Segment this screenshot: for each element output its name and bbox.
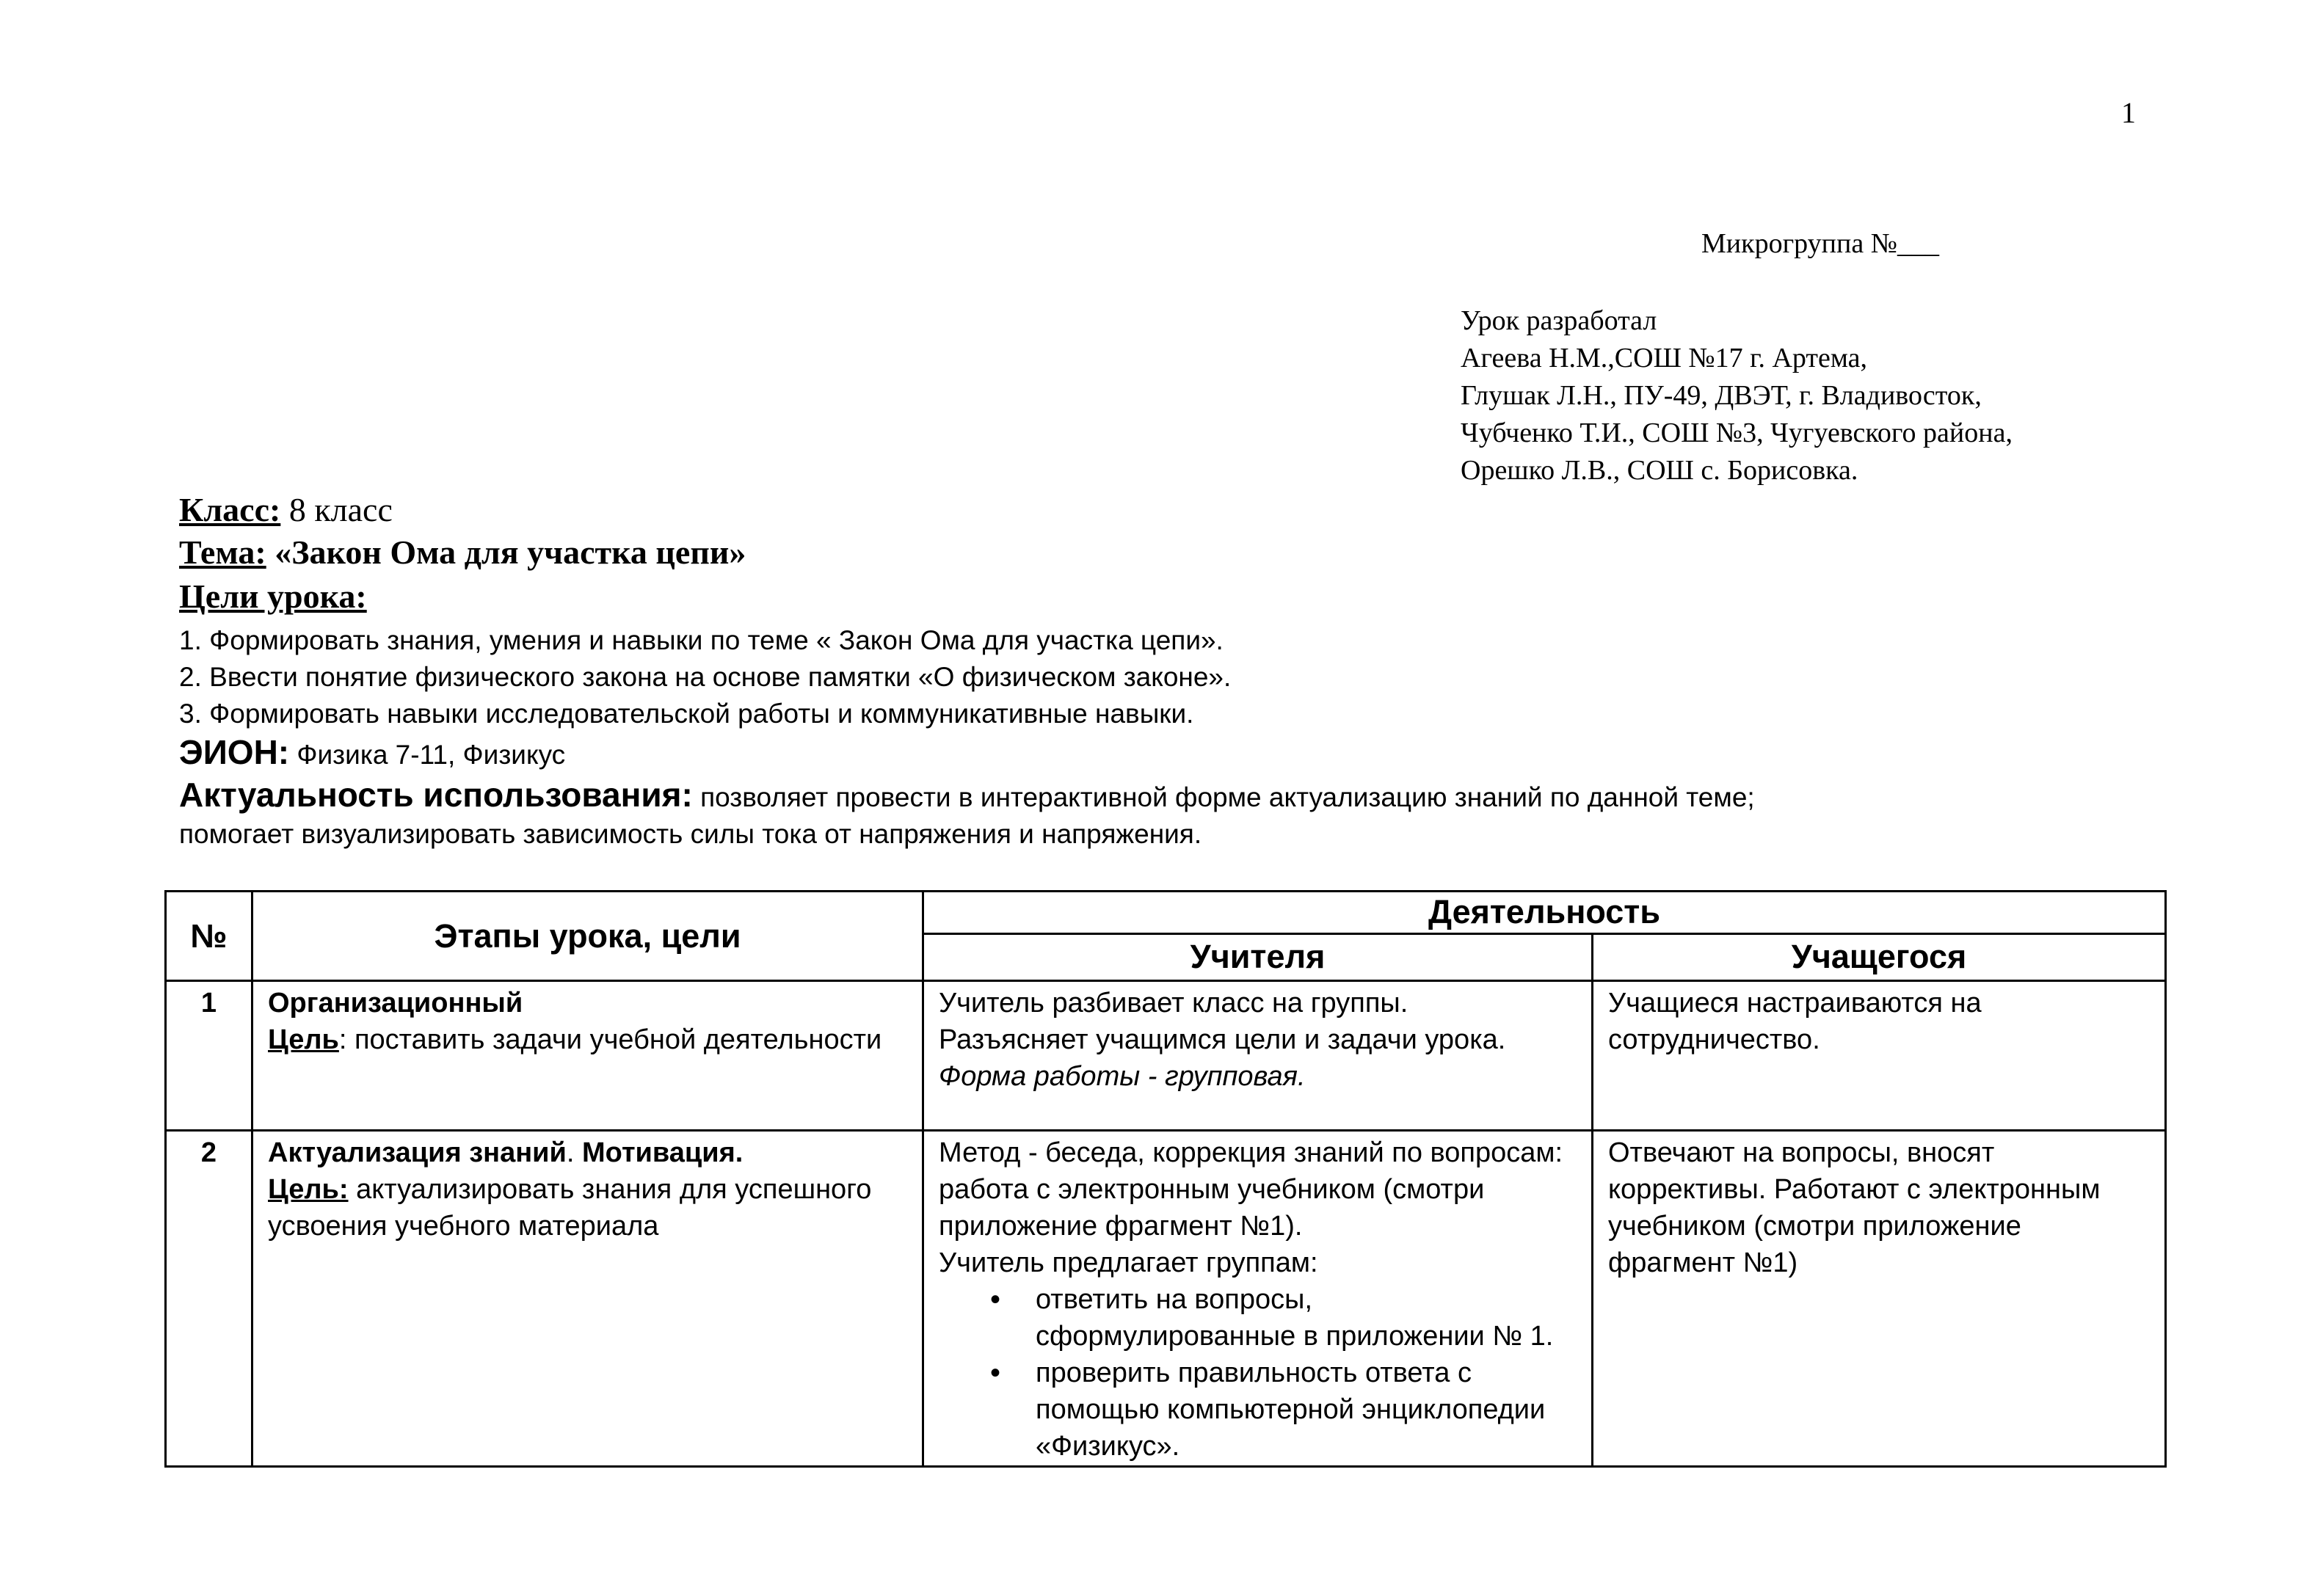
- class-line: [179, 490, 393, 529]
- teacher-text: Учитель предлагает группам:: [939, 1247, 1318, 1278]
- table-row: [166, 981, 2166, 1131]
- page-number: 1: [2121, 96, 2136, 129]
- stage-title: [268, 1134, 907, 1171]
- teacher-text: Разъясняет учащимся цели и задачи урока.: [939, 1024, 1506, 1055]
- teacher-cell: [923, 1131, 1593, 1467]
- eion-value: Физика 7-11, Физикус: [289, 740, 566, 770]
- stage-goal: [268, 1021, 907, 1058]
- stage-cell: [252, 981, 923, 1131]
- student-cell: [1593, 981, 2166, 1131]
- authors-block: [1461, 302, 2013, 489]
- author-line: Агеева Н.М.,СОШ №17 г. Артема,: [1461, 343, 1868, 374]
- stage-title-part: Актуализация знаний: [268, 1137, 567, 1168]
- stage-goal: [268, 1171, 907, 1245]
- student-text: Отвечают на вопросы, вносят коррективы. Работают с электронным учебником (смотри приложение фрагмент №1): [1608, 1137, 2101, 1278]
- stage-title-part: Мотивация.: [582, 1137, 744, 1168]
- topic-label: Тема:: [179, 533, 266, 571]
- table-row: [166, 1131, 2166, 1467]
- author-line: Чубченко Т.И., СОШ №3, Чугуевского района,: [1461, 418, 2013, 448]
- header-activity: Деятельность: [923, 892, 2166, 934]
- goal-text: актуализировать знания для успешного усвоения учебного материала: [268, 1174, 872, 1242]
- row-number: 1: [166, 981, 252, 1131]
- goals-list: [179, 622, 1231, 732]
- lesson-table: [164, 890, 2167, 1468]
- goals-label: Цели урока:: [179, 577, 367, 615]
- teacher-text: Учитель разбивает класс на группы.: [939, 988, 1408, 1019]
- eion-line: [179, 732, 565, 772]
- relevance-label: Актуальность использования:: [179, 776, 693, 814]
- header-teacher: Учителя: [923, 933, 1593, 980]
- stage-cell: [252, 1131, 923, 1467]
- goal-item: 3. Формировать навыки исследовательской работы и коммуникативные навыки.: [179, 699, 1194, 729]
- eion-label: ЭИОН:: [179, 733, 290, 771]
- header-student: Учащегося: [1593, 933, 2166, 980]
- list-item: • ответить на вопросы, сформулированные в приложении № 1.: [1036, 1281, 1577, 1355]
- relevance-block: [179, 776, 1755, 853]
- student-text: Учащиеся настраиваются на сотрудничество.: [1608, 988, 1982, 1055]
- goal-label: Цель:: [268, 1174, 349, 1205]
- stage-title-sep: .: [566, 1137, 583, 1168]
- goal-text: : поставить задачи учебной деятельности: [338, 1024, 882, 1055]
- list-item: • проверить правильность ответа с помощью компьютерной энциклопедии «Физикус».: [1036, 1355, 1577, 1465]
- goal-item: 2. Ввести понятие физического закона на основе памятки «О физическом законе».: [179, 662, 1232, 692]
- microgroup-label: Микрогруппа №___: [1701, 228, 1939, 259]
- goal-label: Цель: [268, 1024, 339, 1055]
- header-stages: Этапы урока, цели: [252, 892, 923, 981]
- teacher-task-list: [939, 1281, 1577, 1465]
- goals-heading: [179, 577, 367, 616]
- goal-item: 1. Формировать знания, умения и навыки по теме « Закон Ома для участка цепи».: [179, 625, 1224, 655]
- student-cell: [1593, 1131, 2166, 1467]
- class-value: 8 класс: [280, 491, 393, 528]
- stage-title: Организационный: [268, 988, 523, 1019]
- teacher-cell: [923, 981, 1593, 1131]
- author-line: Орешко Л.В., СОШ с. Борисовка.: [1461, 455, 1858, 486]
- teacher-text: Метод - беседа, коррекция знаний по вопросам: работа с электронным учебником (смотри приложение фрагмент №1).: [939, 1137, 1563, 1242]
- relevance-text-2: помогает визуализировать зависимость силы тока от напряжения и напряжения.: [179, 819, 1202, 849]
- author-line: Глушак Л.Н., ПУ-49, ДВЭТ, г. Владивосток,: [1461, 380, 1982, 411]
- authors-heading: Урок разработал: [1461, 305, 1657, 336]
- work-form: Форма работы - групповая.: [939, 1061, 1306, 1092]
- row-number: 2: [166, 1131, 252, 1467]
- topic-line: [179, 533, 746, 572]
- topic-value: «Закон Ома для участка цепи»: [266, 533, 746, 571]
- class-label: Класс:: [179, 491, 281, 528]
- relevance-text: позволяет провести в интерактивной форме актуализацию знаний по данной теме;: [692, 782, 1755, 812]
- header-number: №: [166, 892, 252, 981]
